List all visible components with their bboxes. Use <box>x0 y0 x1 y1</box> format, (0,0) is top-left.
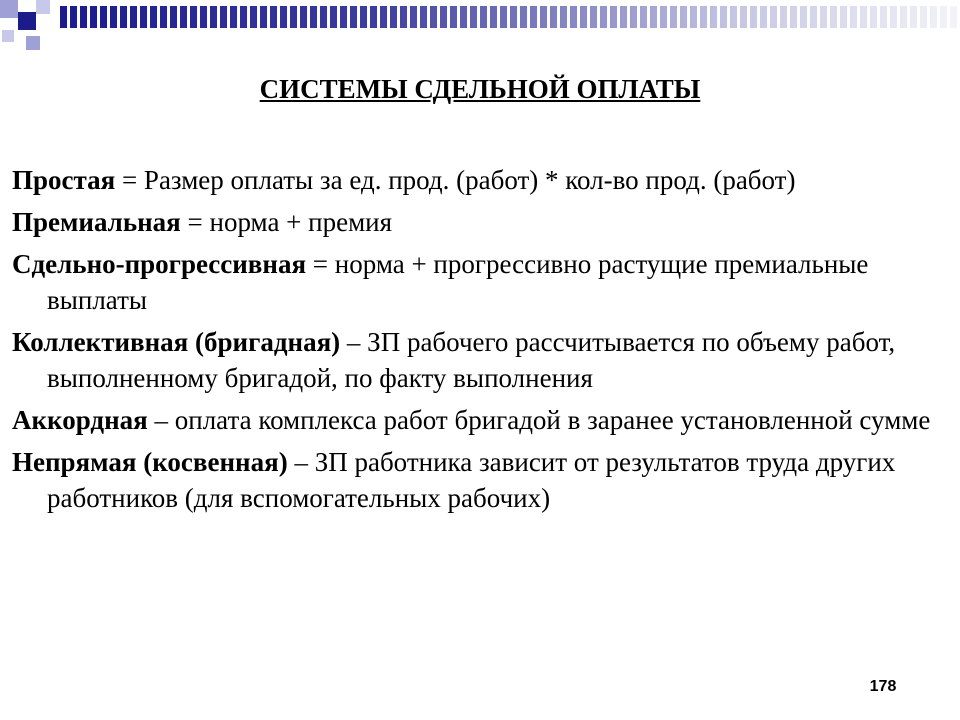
list-item <box>12 402 942 438</box>
header-decoration <box>0 0 960 56</box>
slide-title: СИСТЕМЫ СДЕЛЬНОЙ ОПЛАТЫ <box>259 74 701 104</box>
list-item <box>12 246 942 318</box>
decor-square <box>2 30 14 42</box>
list-item <box>12 324 942 396</box>
entry-term: Простая <box>12 165 116 195</box>
entry-text: – ЗП работника зависит от результатов труда других работников (для вспомогательных рабочих) <box>47 447 896 513</box>
page-number: 178 <box>869 678 897 695</box>
decor-square <box>0 0 18 18</box>
list-item <box>12 444 942 516</box>
entry-list <box>12 162 942 522</box>
entry-term: Непрямая (косвенная) <box>12 447 288 477</box>
entry-text: = норма + премия <box>180 207 393 237</box>
entry-term: Сдельно-прогрессивная <box>12 249 307 279</box>
entry-term: Премиальная <box>12 207 181 237</box>
entry-text: – ЗП рабочего рассчитывается по объему работ, выполненному бригадой, по факту выполнения <box>47 327 896 393</box>
list-item <box>12 204 942 240</box>
decor-square <box>18 12 36 30</box>
decor-square <box>36 0 50 14</box>
decor-square <box>26 36 40 50</box>
entry-term: Коллективная (бригадная) <box>12 327 341 357</box>
entry-text: – оплата комплекса работ бригадой в заранее установленной сумме <box>147 405 931 435</box>
header-stripes-fade <box>60 6 960 28</box>
entry-text: = Размер оплаты за ед. прод. (работ) * кол-во прод. (работ) <box>115 165 796 195</box>
list-item <box>12 162 942 198</box>
entry-term: Аккордная <box>12 405 148 435</box>
entry-text: = норма + прогрессивно растущие премиальные выплаты <box>47 249 869 315</box>
